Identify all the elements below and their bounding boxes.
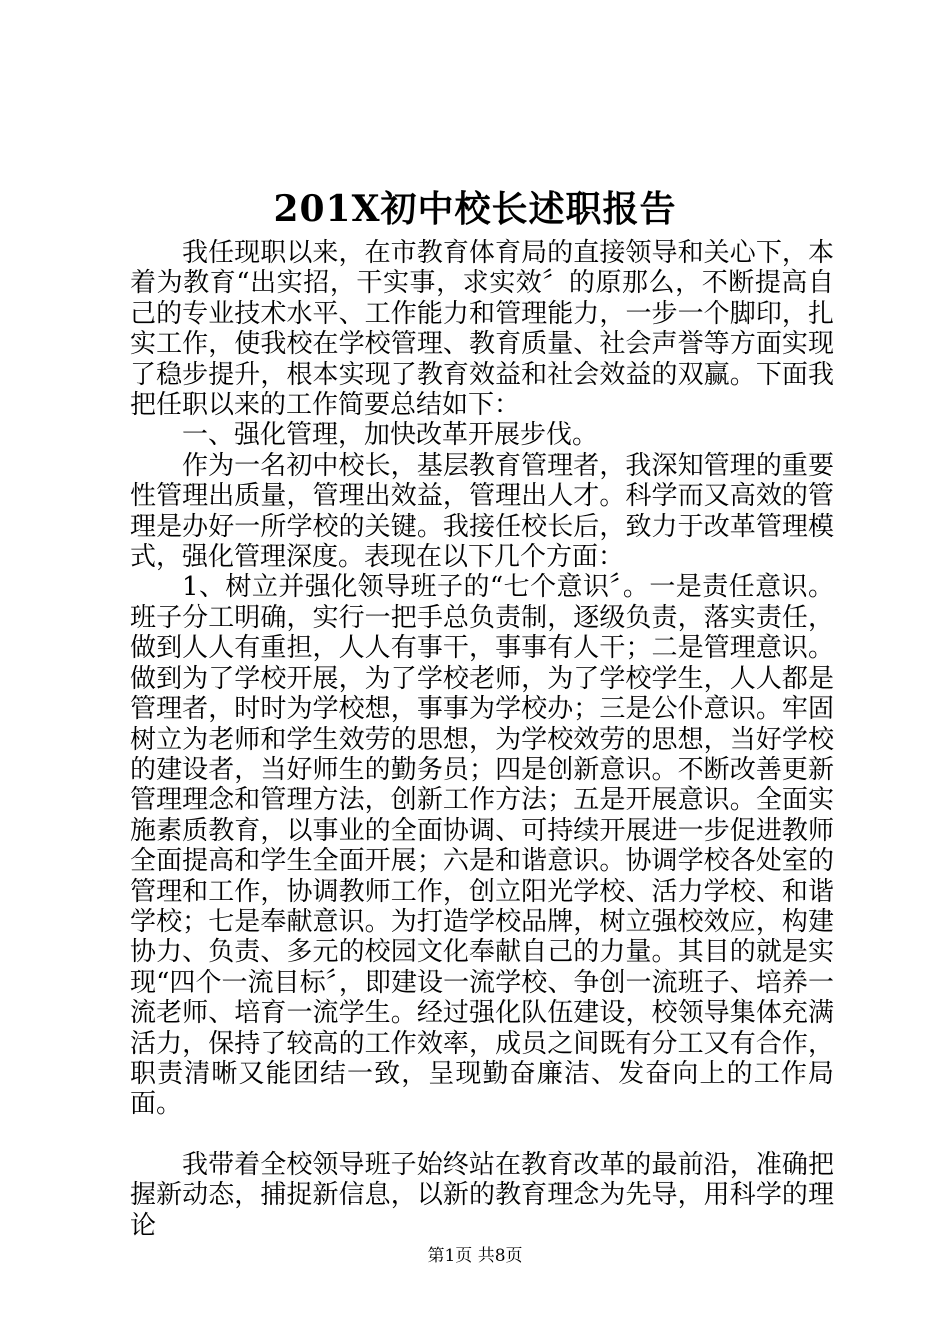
paragraph-intro: 我任现职以来，在市教育体育局的直接领导和关心下，本着为教育“出实招，干实事，求实效〞的原那么，不断提高自己的专业技术水平、工作能力和管理能力，一步一个脚印，扎实工作，使我校在学校管理、教育质量、社会声誉等方面实现了稳步提升，根本实现了教育效益和社会效益的双赢。下面我把任职以来的工作简要总结如下： <box>130 238 834 421</box>
document-title: 201X初中校长述职报告 <box>273 188 677 230</box>
document-body <box>130 238 834 1241</box>
paragraph-management: 作为一名初中校长，基层教育管理者，我深知管理的重要性管理出质量，管理出效益，管理出人才。科学而又高效的管理是办好一所学校的关键。我接任校长后，致力于改革管理模式，强化管理深度。表现在以下几个方面： <box>130 450 834 573</box>
paragraph-reform-frontline: 我带着全校领导班子始终站在教育改革的最前沿，准确把握新动态，捕捉新信息，以新的教育理念为先导，用科学的理论 <box>130 1149 834 1241</box>
page-footer: 第1页 共8页 <box>427 1246 523 1266</box>
paragraph-section-heading: 一、强化管理，加快改革开展步伐。 <box>182 420 599 451</box>
paragraph-seven-awareness: 1、树立并强化领导班子的“七个意识〞。一是责任意识。班子分工明确，实行一把手总负责制，逐级负责，落实责任，做到人人有重担，人人有事干，事事有人干；二是管理意识。做到为了学校开展，为了学校老师，为了学校学生，人人都是管理者，时时为学校想，事事为学校办；三是公仆意识。牢固树立为老师和学生效劳的思想，为学校效劳的思想，当好学校的建设者，当好师生的勤务员；四是创新意识。不断改善更新管理理念和管理方法，创新工作方法；五是开展意识。全面实施素质教育，以事业的全面协调、可持续开展进一步促进教师全面提高和学生全面开展；六是和谐意识。协调学校各处室的管理和工作，协调教师工作，创立阳光学校、活力学校、和谐学校；七是奉献意识。为打造学校品牌，树立强校效应，构建协力、负责、多元的校园文化奉献自己的力量。其目的就是实现“四个一流目标〞，即建设一流学校、争创一流班子、培养一流老师、培育一流学生。经过强化队伍建设，校领导集体充满活力，保持了较高的工作效率，成员之间既有分工又有合作，职责清晰又能团结一致，呈现勤奋廉洁、发奋向上的工作局面。 <box>130 572 834 1120</box>
